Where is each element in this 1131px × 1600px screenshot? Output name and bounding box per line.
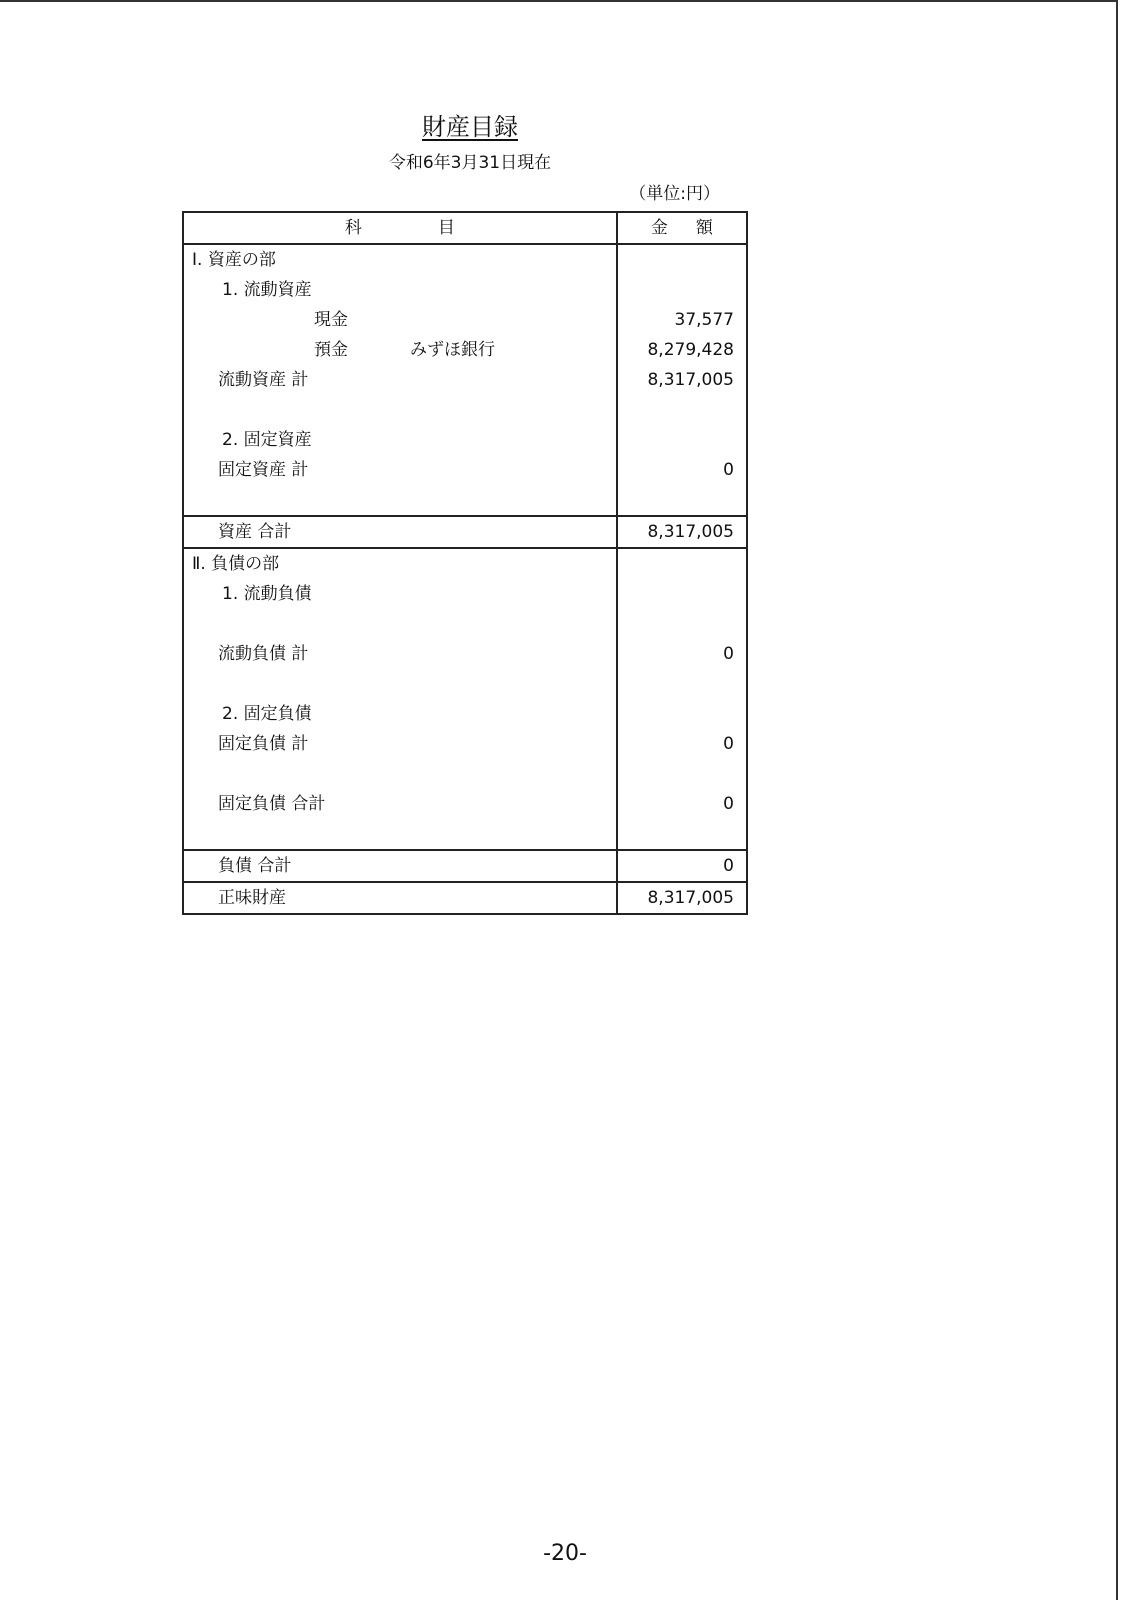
current-assets-total-label: 流動資産 計 xyxy=(183,365,617,395)
table-row xyxy=(183,335,747,365)
table-row xyxy=(183,516,747,548)
document-title: 財産目録 xyxy=(422,113,518,141)
current-assets-total-value: 8,317,005 xyxy=(617,365,747,395)
table-row xyxy=(183,639,747,669)
fixed-assets-total-value: 0 xyxy=(617,455,747,485)
liabilities-section-label: Ⅱ. 負債の部 xyxy=(183,548,617,579)
current-assets-heading: 1. 流動資産 xyxy=(183,275,617,305)
table-row xyxy=(183,669,747,699)
assets-total-label: 資産 合計 xyxy=(183,516,617,548)
table-row xyxy=(183,275,747,305)
table-row xyxy=(183,485,747,516)
table-row xyxy=(183,548,747,579)
amount-header-2: 額 xyxy=(695,218,713,238)
table-row xyxy=(183,579,747,609)
net-assets-value: 8,317,005 xyxy=(617,882,747,914)
cash-label: 現金 xyxy=(183,305,617,335)
fixed-liabilities-heading: 2. 固定負債 xyxy=(183,699,617,729)
table-row xyxy=(183,365,747,395)
assets-section-label: Ⅰ. 資産の部 xyxy=(183,244,617,275)
table-row xyxy=(183,729,747,759)
amount-header xyxy=(617,212,747,244)
table-row xyxy=(183,305,747,335)
subject-header xyxy=(183,212,617,244)
document-date: 令和6年3月31日現在 xyxy=(388,153,552,173)
current-liabilities-heading: 1. 流動負債 xyxy=(183,579,617,609)
table-row xyxy=(183,789,747,819)
table-row xyxy=(183,395,747,425)
table-row xyxy=(183,759,747,789)
cash-value: 37,577 xyxy=(617,305,747,335)
fixed-liabilities-total-label: 固定負債 計 xyxy=(183,729,617,759)
net-assets-label: 正味財産 xyxy=(183,882,617,914)
amount-header-1: 金 xyxy=(650,218,668,238)
table-header-row xyxy=(183,212,747,244)
deposit-cell xyxy=(183,335,617,365)
table-row xyxy=(183,425,747,455)
table-row xyxy=(183,882,747,914)
deposit-bank: みずほ銀行 xyxy=(410,340,495,360)
liabilities-total-value: 0 xyxy=(617,850,747,882)
subject-header-2: 目 xyxy=(437,218,455,238)
page-number: -20- xyxy=(543,1541,587,1566)
subject-header-1: 科 xyxy=(344,218,362,238)
table-row xyxy=(183,244,747,275)
unit-note: （単位:円） xyxy=(629,184,720,204)
fixed-assets-heading: 2. 固定資産 xyxy=(183,425,617,455)
liabilities-total-label: 負債 合計 xyxy=(183,850,617,882)
deposit-value: 8,279,428 xyxy=(617,335,747,365)
table-row xyxy=(183,609,747,639)
table-row xyxy=(183,455,747,485)
fixed-liabilities-grand-label: 固定負債 合計 xyxy=(183,789,617,819)
table-row xyxy=(183,819,747,850)
fixed-assets-total-label: 固定資産 計 xyxy=(183,455,617,485)
table-row xyxy=(183,699,747,729)
inventory-table xyxy=(182,211,748,915)
fixed-liabilities-grand-value: 0 xyxy=(617,789,747,819)
table-row xyxy=(183,850,747,882)
current-liabilities-total-label: 流動負債 計 xyxy=(183,639,617,669)
fixed-liabilities-total-value: 0 xyxy=(617,729,747,759)
current-liabilities-total-value: 0 xyxy=(617,639,747,669)
deposit-label: 預金 xyxy=(314,340,348,360)
assets-total-value: 8,317,005 xyxy=(617,516,747,548)
